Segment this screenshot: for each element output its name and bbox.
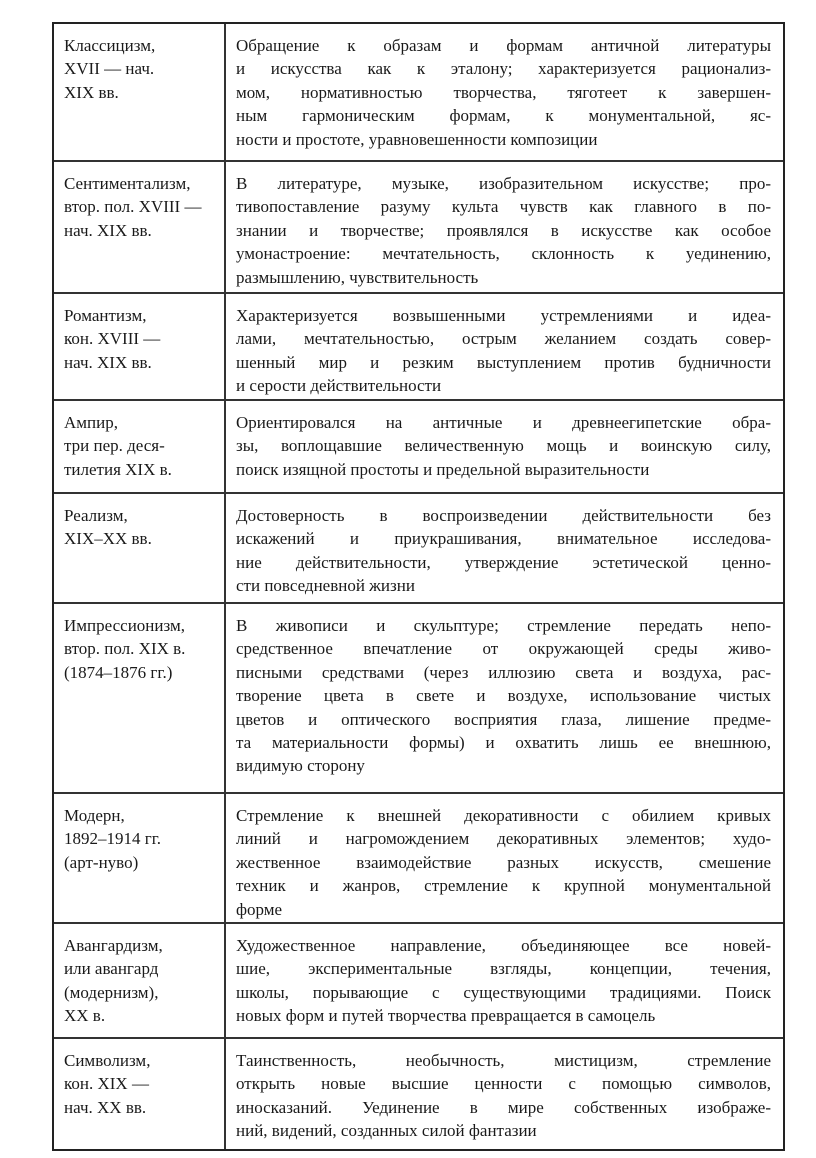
table-row [54, 399, 783, 492]
style-description-cell [226, 294, 783, 399]
style-name-line: (арт-нуво) [64, 852, 139, 872]
description-line: ности и простоте, уравновешенности композиции [236, 129, 598, 149]
description-line: искажений и приукрашивания, внимательное исследова- [236, 529, 771, 549]
style-name-line: Сентиментализм, [64, 174, 191, 193]
style-name-line: нач. XIX вв. [64, 220, 152, 240]
description-line: В живописи и скульптуре; стремление передать непо- [236, 616, 771, 635]
style-name-cell [54, 294, 226, 399]
style-name-line: (модернизм), [64, 982, 159, 1002]
style-name-line: три пер. деся- [64, 436, 165, 456]
style-description-cell [226, 1039, 783, 1149]
table-row [54, 922, 783, 1037]
style-name-line: XX в. [64, 1006, 106, 1026]
style-name-line: втор. пол. XIX в. [64, 639, 186, 659]
style-name-line: Романтизм, [64, 306, 147, 325]
style-name-cell [54, 494, 226, 602]
style-name-line: 1892–1914 гг. [64, 829, 162, 849]
style-description-cell [226, 604, 783, 792]
description-line: сти повседневной жизни [236, 576, 415, 596]
description-line: иносказаний. Уединение в мире собственных изображе- [236, 1097, 771, 1117]
description-line: средственное впечатление от окружающей среды живо- [236, 639, 771, 659]
style-name-line: Классицизм, [64, 36, 156, 55]
table-row [54, 292, 783, 399]
table-row [54, 792, 783, 922]
description-line: видимую сторону [236, 756, 365, 776]
style-name-cell [54, 924, 226, 1037]
description-line: ным гармоническим формам, к монументальной, яс- [236, 106, 771, 126]
style-description-cell [226, 401, 783, 492]
style-name-cell [54, 401, 226, 492]
table-row [54, 24, 783, 160]
description-line: знании и творчестве; проявлялся в искусстве как особое [236, 220, 771, 240]
style-name-cell [54, 162, 226, 292]
style-name-line: Модерн, [64, 806, 125, 825]
description-line: мом, нормативностью творчества, тяготеет к завершен- [236, 82, 771, 102]
description-line: писными средствами (через иллюзию света и воздуха, рас- [236, 662, 771, 682]
description-line: Стремление к внешней декоративности с обилием кривых [236, 806, 771, 825]
style-name-line: Реализм, [64, 506, 128, 525]
description-line: В литературе, музыке, изобразительном искусстве; про- [236, 174, 771, 193]
table-row [54, 1037, 783, 1149]
description-line: Ориентировался на античные и древнеегипетские обра- [236, 413, 771, 432]
style-name-line: (1874–1876 гг.) [64, 662, 173, 682]
style-name-line: тилетия XIX в. [64, 459, 172, 479]
description-line: размышлению, чувствительность [236, 267, 479, 287]
description-line: новых форм и путей творчества превращается в самоцель [236, 1006, 656, 1026]
description-line: техник и жанров, стремление к крупной монументальной [236, 876, 771, 896]
description-line: Характеризуется возвышенными устремлениями и идеа- [236, 306, 771, 325]
description-line: цветов и оптического восприятия глаза, лишение предме- [236, 709, 771, 729]
description-line: линий и нагромождением декоративных элементов; худо- [236, 829, 771, 849]
description-line: форме [236, 899, 283, 919]
description-line: ние действительности, утверждение эстетической ценно- [236, 552, 771, 572]
style-name-cell [54, 604, 226, 792]
description-line: тивопоставление разуму культа чувств как главного в по- [236, 197, 771, 217]
description-line: та материальности формы) и охватить лишь ее внешнюю, [236, 733, 771, 753]
style-name-line: Символизм, [64, 1051, 151, 1070]
description-line: поиск изящной простоты и предельной выразительности [236, 459, 650, 479]
description-line: Достоверность в воспроизведении действительности без [236, 506, 771, 525]
table-row [54, 160, 783, 292]
art-styles-table [52, 22, 785, 1151]
description-line: умонастроение: мечтательность, склонность к уединению, [236, 244, 771, 264]
description-line: жественное взаимодействие разных искусств, смешение [236, 852, 771, 872]
style-description-cell [226, 24, 783, 160]
description-line: шие, экспериментальные взгляды, концепции, течения, [236, 959, 771, 979]
style-name-line: или авангард [64, 959, 159, 979]
style-name-line: XIX вв. [64, 82, 119, 102]
style-name-cell [54, 1039, 226, 1149]
style-description-cell [226, 494, 783, 602]
style-name-line: втор. пол. XVIII — [64, 197, 202, 217]
style-name-line: XVII — нач. [64, 59, 155, 79]
description-line: творение цвета в свете и воздухе, использование чистых [236, 686, 771, 706]
style-name-cell [54, 794, 226, 922]
style-name-line: нач. XX вв. [64, 1097, 147, 1117]
style-description-cell [226, 794, 783, 922]
style-name-line: кон. XIX — [64, 1074, 149, 1094]
description-line: ний, видений, созданных силой фантазии [236, 1121, 537, 1141]
description-line: шенный мир и резким выступлением против будничности [236, 352, 771, 372]
style-name-line: XIX–XX вв. [64, 529, 152, 549]
description-line: и искусства как к эталону; характеризуется рационализ- [236, 59, 771, 79]
style-name-line: нач. XIX вв. [64, 352, 152, 372]
style-name-line: Ампир, [64, 413, 118, 432]
description-line: и серости действительности [236, 376, 442, 396]
style-description-cell [226, 162, 783, 292]
style-description-cell [226, 924, 783, 1037]
table-row [54, 602, 783, 792]
table-row [54, 492, 783, 602]
style-name-cell [54, 24, 226, 160]
description-line: лами, мечтательностью, острым желанием создать совер- [236, 329, 771, 349]
description-line: зы, воплощавшие величественную мощь и воинскую силу, [236, 436, 771, 456]
description-line: открыть новые высшие ценности с помощью символов, [236, 1074, 771, 1094]
description-line: школы, порывающие с существующими традициями. Поиск [236, 982, 771, 1002]
style-name-line: кон. XVIII — [64, 329, 161, 349]
description-line: Таинственность, необычность, мистицизм, стремление [236, 1051, 771, 1070]
description-line: Художественное направление, объединяющее все новей- [236, 936, 771, 955]
description-line: Обращение к образам и формам античной литературы [236, 36, 771, 55]
style-name-line: Импрессионизм, [64, 616, 185, 635]
style-name-line: Авангардизм, [64, 936, 163, 955]
